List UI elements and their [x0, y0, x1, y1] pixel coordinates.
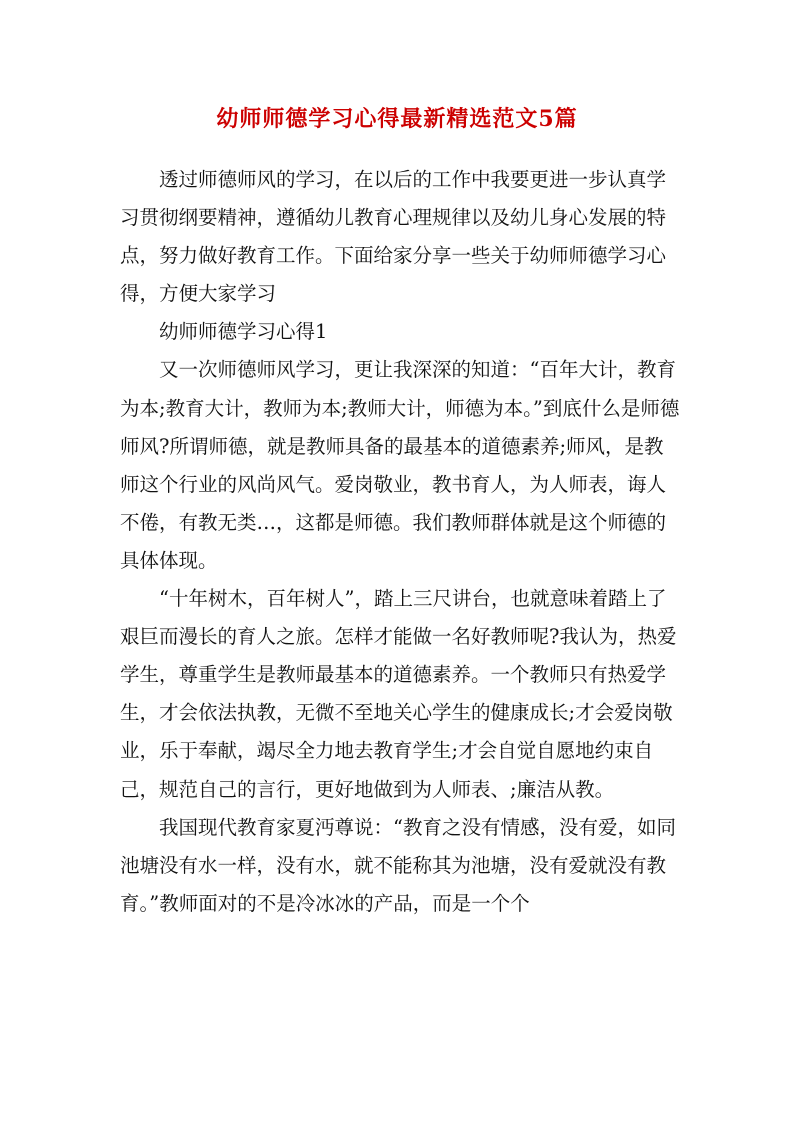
intro-paragraph: 透过师德师风的学习，在以后的工作中我要更进一步认真学习贯彻纲要精神，遵循幼儿教育心理规律以及幼儿身心发展的特点，努力做好教育工作。下面给家分享一些关于幼师师德学习心得，方便大家学习 [120, 168, 667, 306]
body-paragraph-3: 我国现代教育家夏沔尊说：“教育之没有情感，没有爱，如同池塘没有水一样，没有水，就不能称其为池塘，没有爱就没有教育。”教师面对的不是冷冰冰的产品，而是一个个 [120, 815, 676, 915]
body-paragraph-1: 又一次师德师风学习，更让我深深的知道：“百年大计，教育为本;教育大计，教师为本;教师大计，师德为本。”到底什么是师德师风?所谓师德，就是教师具备的最基本的道德素养;师风，是教师这个行业的风尚风气。爱岗敬业，教书育人，为人师表，诲人不倦，有教无类…，这都是师德。我们教师群体就是这个师德的具体体现。 [120, 358, 680, 572]
section-heading-1: 幼师师德学习心得1 [159, 320, 328, 344]
body-paragraph-2: “十年树木，百年树人”，踏上三尺讲台，也就意味着踏上了艰巨而漫长的育人之旅。怎样才能做一名好教师呢?我认为，热爱学生，尊重学生是教师最基本的道德素养。一个教师只有热爱学生，才会依法执教，无微不至地关心学生的健康成长;才会爱岗敬业，乐于奉献，竭尽全力地去教育学生;才会自觉自愿地约束自己，规范自己的言行，更好地做到为人师表、;廉洁从教。 [120, 587, 677, 801]
document-title: 幼师师德学习心得最新精选范文5篇 [216, 106, 578, 132]
document-body [120, 161, 680, 923]
